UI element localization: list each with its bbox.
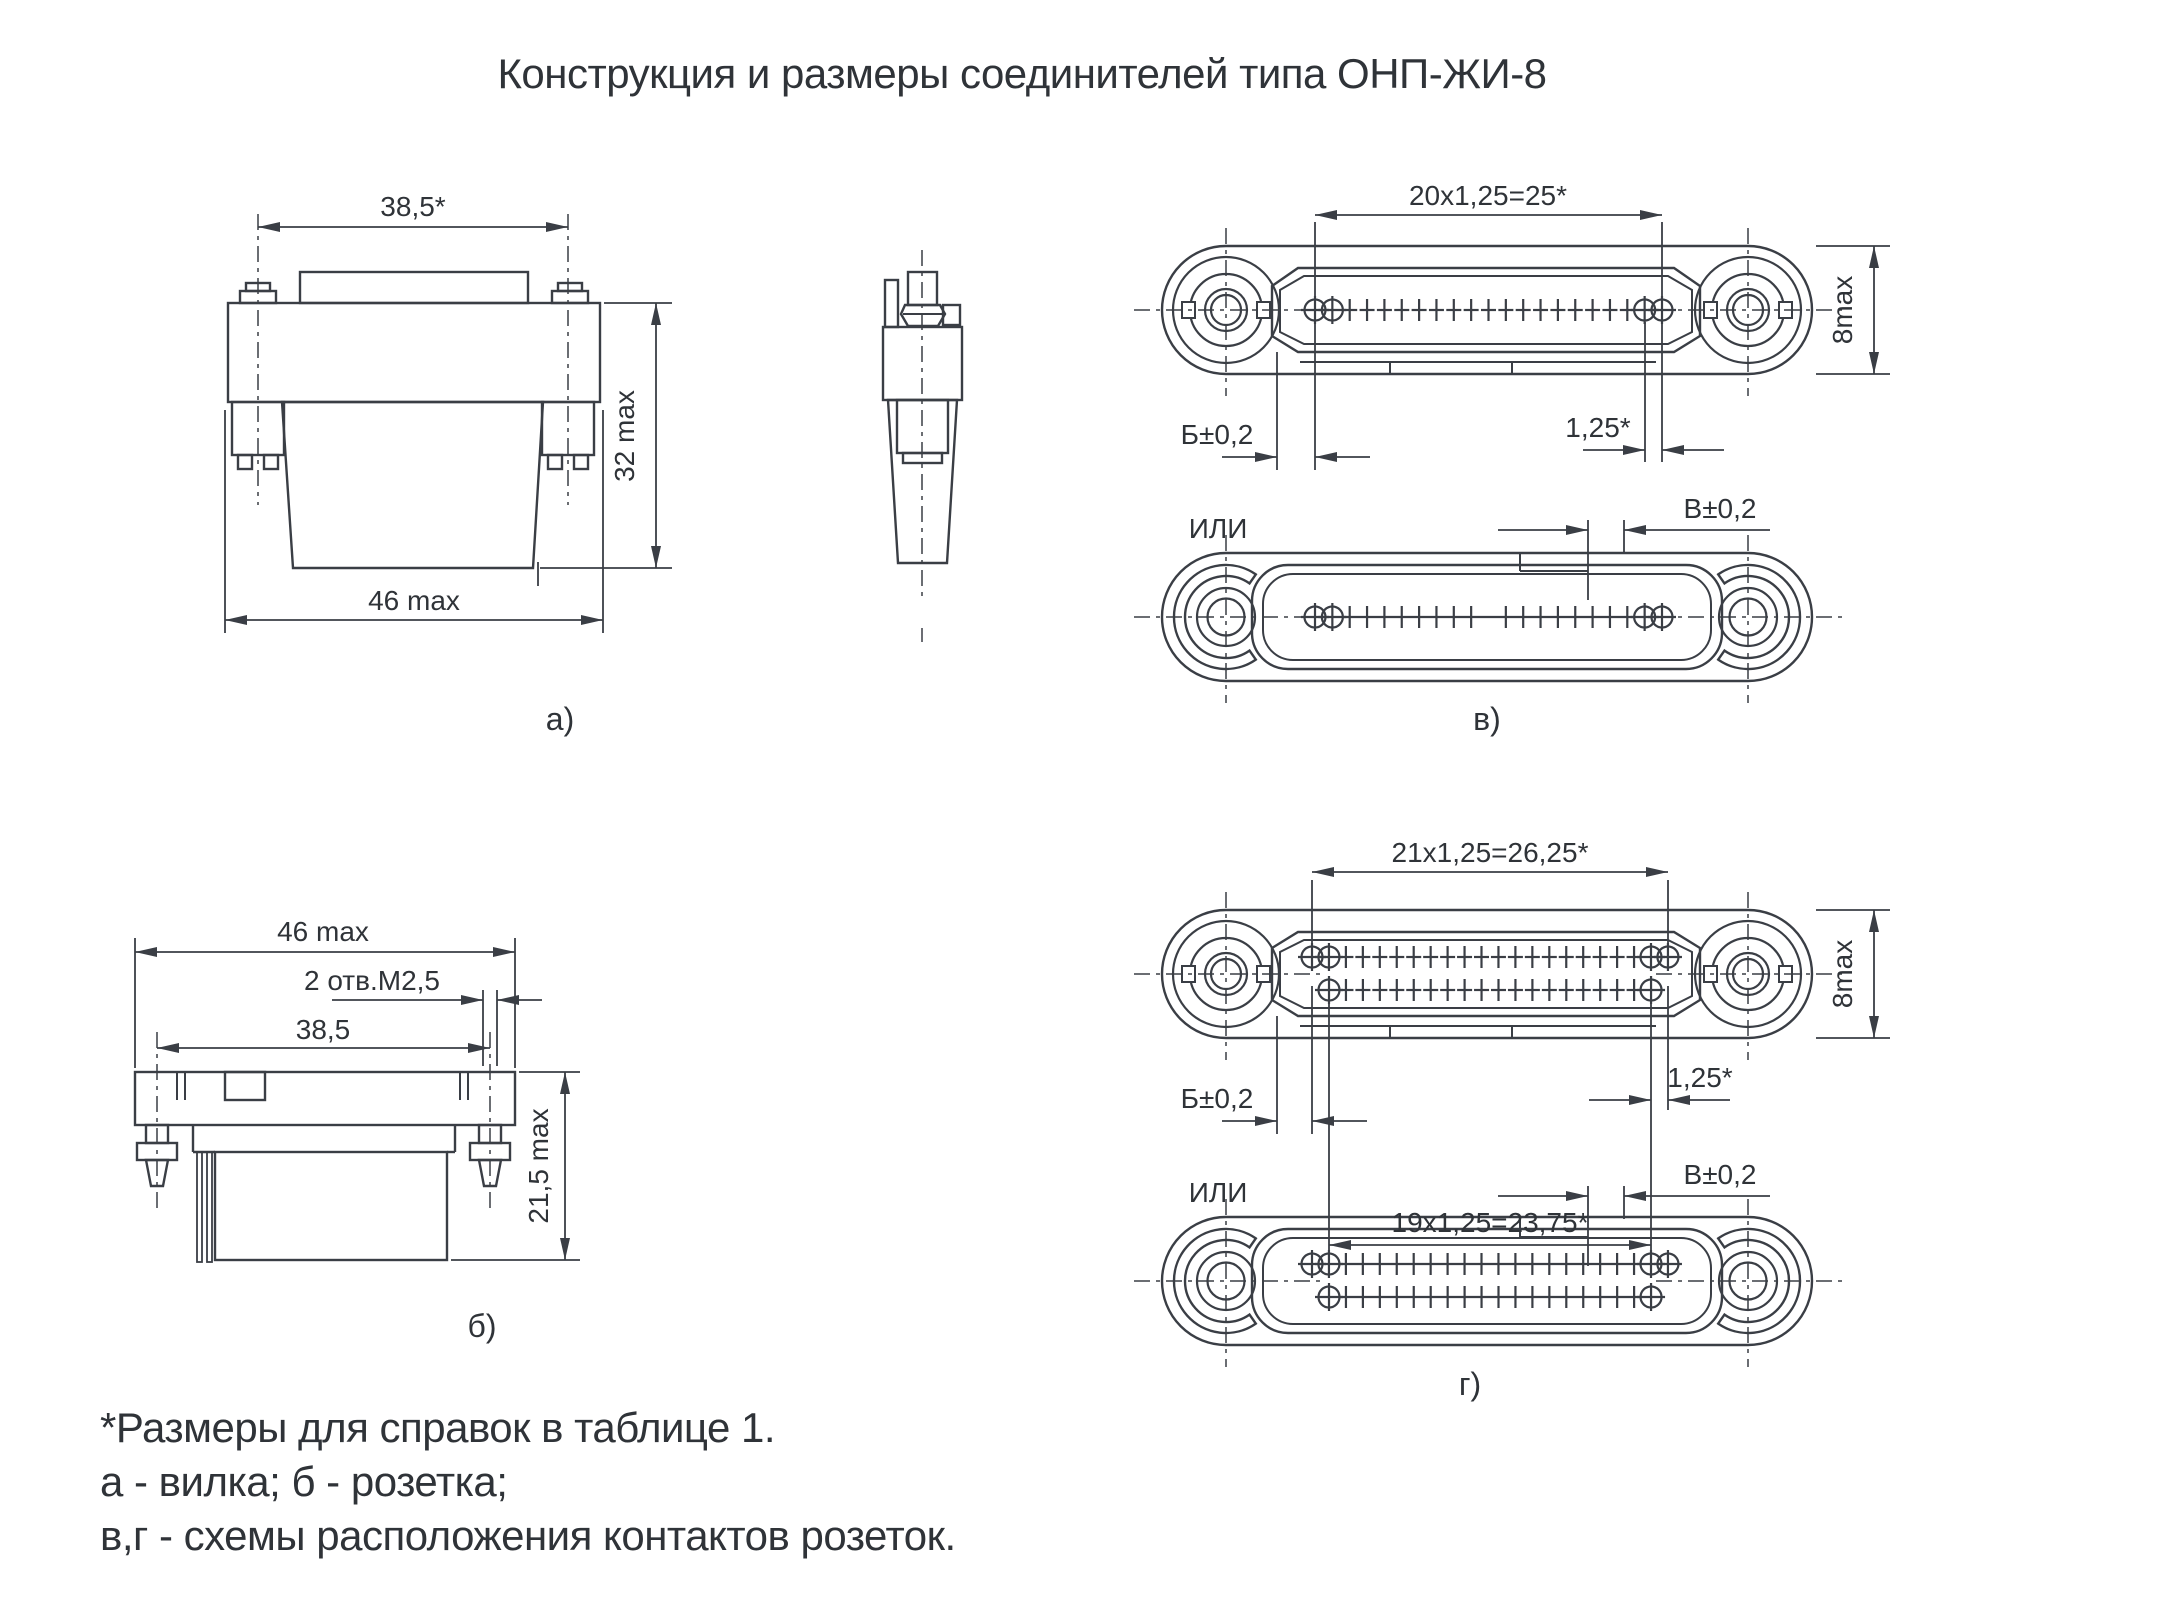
note-line-1: *Размеры для справок в таблице 1. <box>100 1404 776 1451</box>
notes <box>100 1404 956 1559</box>
dim-a-width: 38,5* <box>380 191 446 222</box>
dim-v-pitch: 1,25* <box>1565 412 1631 443</box>
dim-g-pitch-total-top: 21х1,25=26,25* <box>1391 837 1589 868</box>
label-view-a: а) <box>545 701 575 737</box>
dim-b-width: 38,5 <box>295 1014 351 1045</box>
dim-a-height: 32 max <box>609 390 640 482</box>
label-view-v: в) <box>1473 701 1501 737</box>
dim-v-height: 8max <box>1827 275 1858 345</box>
dim-v-b: Б±0,2 <box>1180 419 1254 450</box>
note-line-2: а - вилка; б - розетка; <box>100 1458 508 1505</box>
dim-b-width-max: 46 max <box>277 916 369 947</box>
label-v-or: ИЛИ <box>1188 513 1248 544</box>
dim-b-height: 21,5 max <box>523 1108 554 1224</box>
dim-g-pitch: 1,25* <box>1667 1062 1733 1093</box>
dim-b-holes: 2 отв.М2,5 <box>303 965 441 996</box>
note-line-3: в,г - схемы расположения контактов розеток. <box>100 1512 956 1559</box>
sheet-title: Конструкция и размеры соединителей типа ОНП-ЖИ-8 <box>497 50 1547 97</box>
dim-a-width-max: 46 max <box>368 585 460 616</box>
dim-v-pitch-total: 20х1,25=25* <box>1408 180 1568 211</box>
view-b-texts <box>277 916 554 1344</box>
label-view-b: б) <box>467 1308 497 1344</box>
dim-g-b: Б±0,2 <box>1180 1083 1254 1114</box>
dim-g-v: В±0,2 <box>1683 1159 1757 1190</box>
label-view-g: г) <box>1458 1366 1482 1402</box>
dim-v-v: В±0,2 <box>1683 493 1757 524</box>
view-v-texts <box>1181 180 1858 737</box>
label-g-or: ИЛИ <box>1188 1177 1248 1208</box>
dim-g-height: 8max <box>1827 939 1858 1009</box>
dim-g-pitch-total-bottom: 19х1,25=23,75* <box>1391 1207 1589 1238</box>
linework <box>135 210 1890 1367</box>
